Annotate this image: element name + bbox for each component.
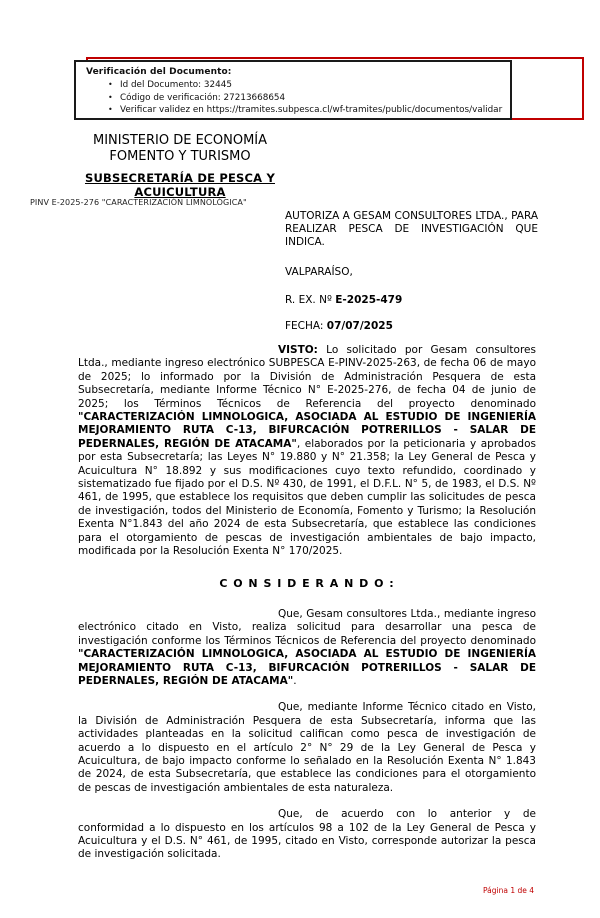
resolution-date-value: 07/07/2025	[326, 320, 393, 332]
document-body	[78, 344, 536, 875]
resolution-date-label: FECHA:	[285, 320, 327, 332]
page-number: Página 1 de 4	[482, 886, 534, 895]
ministry-header	[40, 133, 320, 201]
ministry-line2: FOMENTO Y TURISMO	[109, 148, 251, 164]
resolution-number-label: R. EX. Nº	[285, 294, 336, 306]
verification-item-document-id	[108, 79, 502, 92]
visto-paragraph: VISTO: Lo solicitado por Gesam consultores Ltda., mediante ingreso electrónico SUBPESCA E-PINV-2025-263, de fecha 06 de mayo de 2025; lo informado por la División de Administración Pesquera de esta Subsecretaría, mediante Informe Técnico N° E-2025-276, de fecha 04 de junio de 2025; los Términos Técnicos de Referencia del proyecto denominado "CARACTERIZACIÓN LIMNOLOGICA, ASOCIADA AL ESTUDIO DE INGENIERÍA MEJORAMIENTO RUTA C-13, BIFURCACIÓN POTRERILLOS - SALAR DE PEDERNALES, REGIÓN DE ATACAMA", elaborados por la peticionaria y aprobados por esta Subsecretaría; las Leyes N° 19.880 y N° 21.358; la Ley General de Pesca y Acuicultura N° 18.892 y sus modificaciones cuyo texto refundido, coordinado y sistematizado fue fijado por el D.S. Nº 430, de 1991, el D.F.L. N° 5, de 1983, el D.S. Nº 461, de 1995, que establece los requisitos que deben cumplir las solicitudes de pesca de investigación, todos del Ministerio de Economía, Fomento y Turismo; la Resolución Exenta N°1.843 del año 2024 de esta Subsecretaría, que establece las condiciones para el otorgamiento de pescas de investigación ambientales de bajo impacto, modificada por la Resolución Exenta N° 170/2025.	[78, 344, 536, 558]
ministry-line1: MINISTERIO DE ECONOMÍA	[92, 133, 268, 148]
verification-item-text: Verificar validez en https://tramites.subpesca.cl/wf-tramites/public/documentos/validar	[120, 105, 503, 115]
bullet-icon: •	[108, 105, 113, 114]
resolution-subject: AUTORIZA A GESAM CONSULTORES LTDA., PARA REALIZAR PESCA DE INVESTIGACIÓN QUE INDICA.	[285, 210, 538, 248]
bullet-icon: •	[108, 92, 113, 102]
considerando-paragraph-1: Que, Gesam consultores Ltda., mediante ingreso electrónico citado en Visto, realiza solicitud para desarrollar una pesca de investigación conforme los Términos Técnicos de Referencia del proyecto denominado "CARACTERIZACIÓN LIMNOLOGICA, ASOCIADA AL ESTUDIO DE INGENIERÍA MEJORAMIENTO RUTA C-13, BIFURCACIÓN POTRERILLOS - SALAR DE PEDERNALES, REGIÓN DE ATACAMA".	[78, 607, 536, 687]
resolution-number-value: E-2025-479	[335, 294, 403, 306]
bullet-icon: •	[108, 80, 113, 89]
subsecretaria-title: SUBSECRETARÍA DE PESCA Y ACUICULTURA	[84, 171, 275, 199]
resolution-number	[285, 294, 538, 307]
verification-box	[74, 60, 512, 120]
considerando-heading: C O N S I D E R A N D O :	[219, 576, 395, 590]
verification-item-code	[108, 92, 502, 105]
verification-list	[86, 79, 502, 117]
resolution-city: VALPARAÍSO,	[285, 266, 353, 278]
verification-item-text: Código de verificación: 27213668654	[120, 92, 286, 103]
resolution-header-block	[285, 210, 538, 333]
resolution-date	[285, 320, 538, 333]
project-reference: PINV E-2025-276 "CARACTERIZACIÓN LIMNOLÓGICA"	[30, 198, 247, 207]
verification-item-url	[108, 104, 502, 117]
considerando-paragraph-2: Que, mediante Informe Técnico citado en Visto, la División de Administración Pesquera de esta Subsecretaría, informa que las actividades planteadas en la solicitud califican como pesca de investigación de acuerdo a lo dispuesto en el artículo 2° N° 29 de la Ley General de Pesca y Acuicultura, de bajo impacto conforme lo señalado en la Resolución Exenta N° 1.843 de 2024, de esta Subsecretaría, que establece las condiciones para el otorgamiento de pescas de investigación ambientales de esta naturaleza.	[78, 701, 536, 794]
verification-item-text: Id del Documento: 32445	[120, 80, 232, 90]
verification-title: Verificación del Documento:	[86, 67, 232, 77]
considerando-paragraph-3: Que, de acuerdo con lo anterior y de conformidad a lo dispuesto en los artículos 98 a 102 de la Ley General de Pesca y Acuicultura y el D.S. N° 461, de 1995, citado en Visto, corresponde autorizar la pesca de investigación solicitada.	[78, 808, 536, 861]
